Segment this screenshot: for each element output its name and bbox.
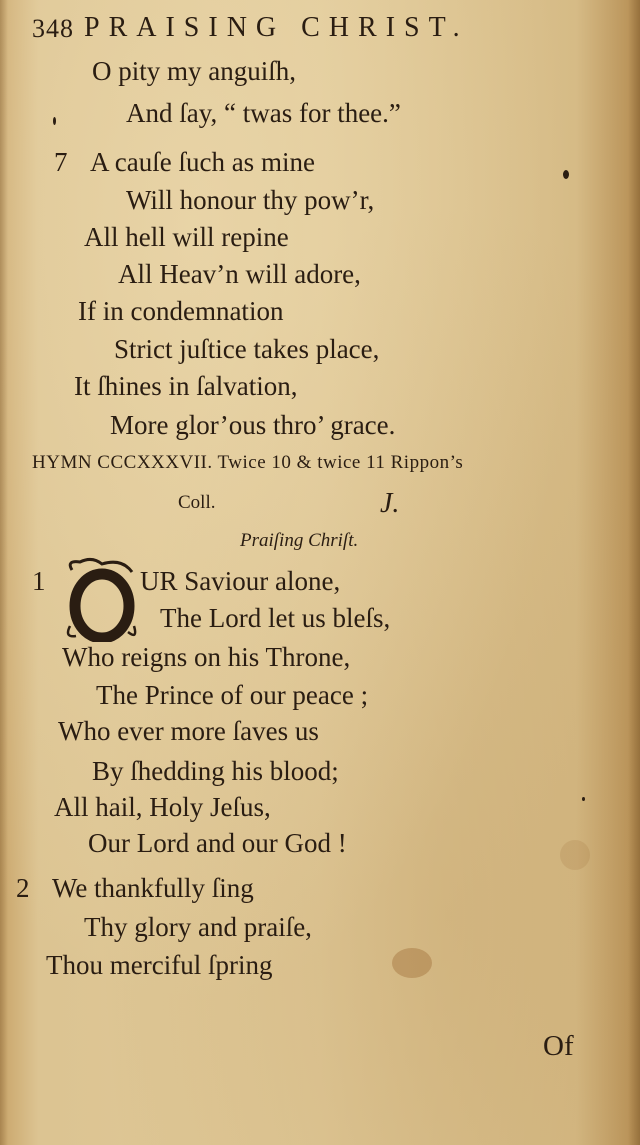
hymn-subject: Praiſing Chriſt. <box>240 530 359 551</box>
foxing-stain <box>560 840 590 870</box>
verse-line: Who ever more ſaves us <box>58 716 319 746</box>
verse-line: Thou merciful ſpring <box>46 950 273 980</box>
verse-line: More glor’ous thro’ grace. <box>110 410 396 440</box>
decorative-initial-o-icon <box>62 556 140 642</box>
verse-line: A cauſe ſuch as mine <box>90 147 315 177</box>
hymn-mark: J. <box>380 488 400 519</box>
verse-line: Will honour thy pow’r, <box>126 185 375 215</box>
verse-line: O pity my anguiſh, <box>92 56 296 86</box>
verse-line: The Lord let us bleſs, <box>160 603 391 633</box>
verse-line: UR Saviour alone, <box>140 566 341 596</box>
hymn-heading-continued: Coll. <box>178 492 216 513</box>
catchword: Of <box>543 1030 574 1062</box>
verse-line: We thankfully ſing <box>52 873 254 903</box>
verse-line: It ſhines in ſalvation, <box>74 371 298 401</box>
verse-line: Our Lord and our God ! <box>88 828 347 858</box>
page-number: 348 <box>32 14 74 43</box>
verse-line: The Prince of our peace ; <box>96 680 369 710</box>
verse-line: All hell will repine <box>84 222 289 252</box>
hymn-heading: HYMN CCCXXXVII. Twice 10 & twice 11 Rippon’s <box>32 452 464 473</box>
page-gutter-shadow <box>0 0 8 1145</box>
verse-line: Thy glory and praiſe, <box>84 912 312 942</box>
verse-line: All hail, Holy Jeſus, <box>54 792 271 822</box>
ink-speck <box>582 797 585 801</box>
running-title: PRAISING CHRIST. <box>84 12 469 43</box>
verse-line: Who reigns on his Throne, <box>62 642 351 672</box>
page-edge-shadow <box>628 0 640 1145</box>
ink-speck <box>563 170 569 179</box>
verse-line: All Heav’n will adore, <box>118 259 361 289</box>
ink-speck <box>53 117 56 125</box>
verse-line: And ſay, “ twas for thee.” <box>126 98 401 128</box>
verse-line: Strict juſtice takes place, <box>114 334 380 364</box>
decorative-initial <box>62 556 140 642</box>
stanza-number: 7 <box>54 147 68 177</box>
verse-line: By ſhedding his blood; <box>92 756 339 786</box>
stanza-number: 2 <box>16 873 30 903</box>
foxing-stain <box>392 948 432 978</box>
stanza-number: 1 <box>32 566 46 596</box>
verse-line: If in condemnation <box>78 296 284 326</box>
